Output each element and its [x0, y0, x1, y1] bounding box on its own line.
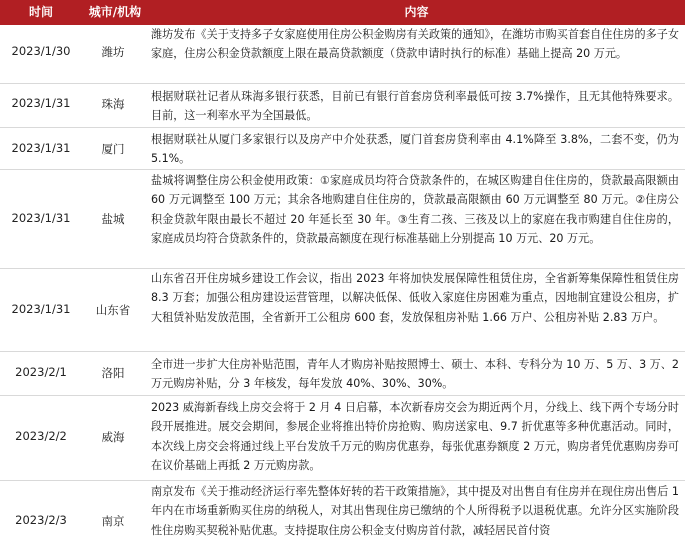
table-row [0, 481, 685, 541]
row-date: 2023/2/2 [15, 429, 67, 443]
row-date: 2023/1/31 [11, 141, 71, 155]
row-date: 2023/1/30 [11, 44, 71, 58]
row-date: 2023/1/31 [11, 96, 71, 110]
row-date: 2023/2/1 [15, 365, 67, 379]
row-city: 厦门 [101, 142, 125, 156]
row-city: 珠海 [101, 97, 125, 111]
row-city: 洛阳 [101, 366, 125, 380]
row-content: 2023 威海新春线上房交会将于 2 月 4 日启幕，本次新春房交会为期近两个月，分线上、线下两个专场分时段开展推进。展交会期间，参展企业将推出特价房抢购、购房送家电、9.7 折优惠等多种优惠活动。同时，本次线上房交会将通过线上平台发放千万元的购房优惠券，每张优惠券额度 2 万元，购房者凭优惠购房券可在议价基础上再抵 2 万元购房款。 [151, 401, 679, 473]
table-row [0, 396, 685, 481]
table-row [0, 170, 685, 269]
row-content: 根据财联社记者从珠海多银行获悉，目前已有银行首套房贷利率最低可按 3.7%操作，且无其他特殊要求。目前，这一利率水平为全国最低。 [151, 90, 679, 123]
header-content: 内容 [404, 5, 429, 19]
row-content: 南京发布《关于推动经济运行率先整体好转的若干政策措施》，其中提及对出售自有住房并在现住房出售后 1 年内在市场重新购买住房的纳税人，对其出售现住房已缴纳的个人所得税予以退税优惠。允许分区实施阶段性住房购买契税补贴优惠。支持提取住房公积金支付购房首付款，减轻居民首付资 [151, 485, 679, 537]
table-header [0, 0, 685, 25]
header-date: 时间 [28, 5, 53, 19]
table-row [0, 84, 685, 128]
row-content: 潍坊发布《关于支持多子女家庭使用住房公积金购房有关政策的通知》，在潍坊市购买首套自住住房的多子女家庭，住房公积金贷款额度上限在最高贷款额度（贷款申请时执行的标准）基础上提高 20 万元。 [151, 28, 679, 61]
table-row [0, 128, 685, 170]
row-city: 潍坊 [101, 45, 125, 59]
row-city: 山东省 [95, 303, 131, 317]
row-content: 全市进一步扩大住房补贴范围，青年人才购房补贴按照博士、硕士、本科、专科分为 10 万、5 万、3 万、2 万元购房补贴，分 3 年核发，每年发放 40%、30%、30%。 [151, 358, 679, 391]
row-content: 根据财联社从厦门多家银行以及房产中介处获悉，厦门首套房贷利率由 4.1%降至 3.8%，二套不变，仍为 5.1%。 [151, 133, 679, 166]
row-city: 盐城 [101, 212, 125, 226]
table-row [0, 269, 685, 352]
table-row [0, 25, 685, 84]
header-city: 城市/机构 [88, 5, 142, 19]
row-content: 盐城将调整住房公积金使用政策：①家庭成员均符合贷款条件的，在城区购建自住住房的，贷款最高限额由 60 万元调整至 100 万元；其余各地购建自住住房的，贷款最高限额由 60 万元调整至 80 万元。②住房公积金贷款年限由最长不超过 20 年延长至 30 年。③生育二孩、三孩及以上的家庭在我市购建自住住房的，家庭成员均符合贷款条件的，贷款最高额度在现行标准基础上分别提高 10 万元、20 万元。 [151, 174, 679, 246]
row-city: 南京 [101, 514, 125, 528]
row-content: 山东省召开住房城乡建设工作会议，指出 2023 年将加快发展保障性租赁住房，全省新筹集保障性租赁住房 8.3 万套；加强公租房建设运营管理，以解决低保、低收入家庭住房困难为重点，因地制宜建设公租房，扩大租赁补贴发放范围，全省新开工公租房 600 套，发放保租房补贴 1.66 万户、公租房补贴 2.83 万户。 [151, 272, 679, 324]
row-date: 2023/1/31 [11, 211, 71, 225]
row-city: 威海 [101, 430, 125, 444]
table-row [0, 352, 685, 396]
row-date: 2023/2/3 [15, 513, 67, 527]
row-date: 2023/1/31 [11, 302, 71, 316]
